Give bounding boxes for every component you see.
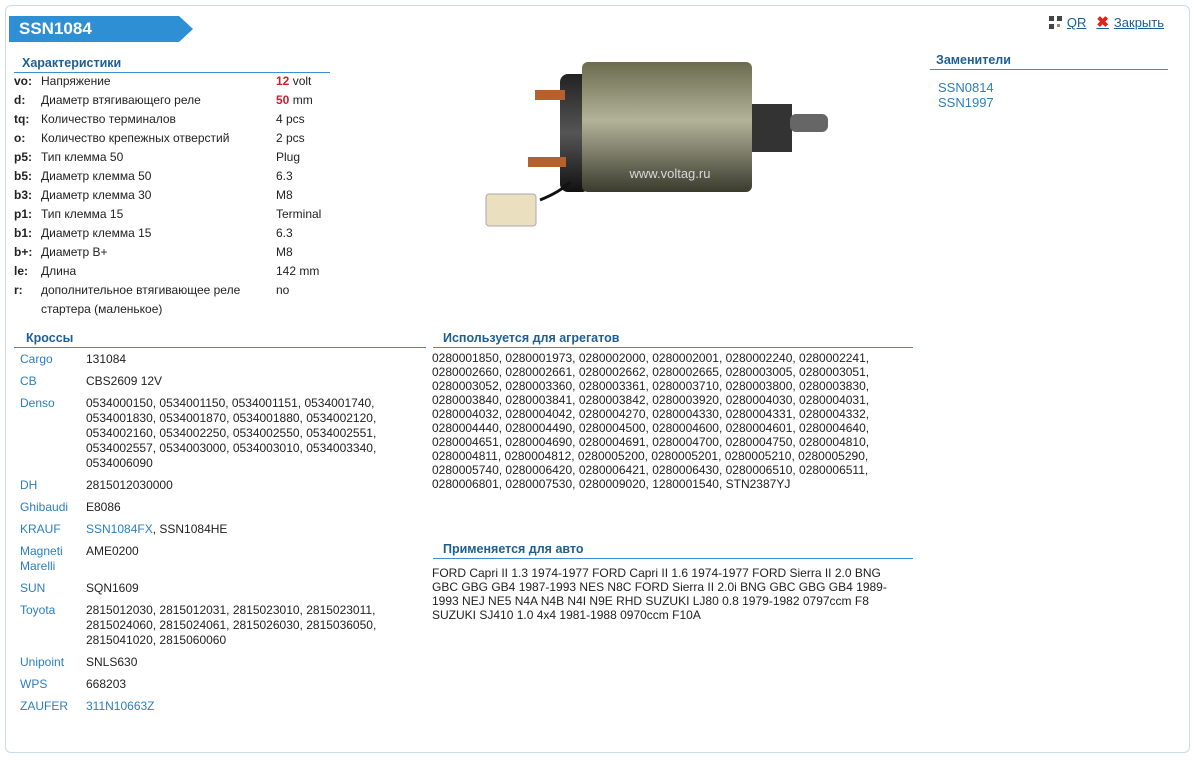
cross-row	[20, 522, 426, 537]
char-key: tq:	[14, 112, 30, 126]
cross-codes-text: SQN1609	[86, 581, 139, 595]
cross-codes-text: , SSN1084HE	[152, 522, 228, 536]
char-row	[14, 110, 346, 129]
cross-row	[20, 544, 426, 574]
cross-codes	[86, 581, 426, 596]
char-key: r:	[14, 283, 23, 297]
cross-codes-text: 668203	[86, 677, 127, 691]
char-value	[276, 91, 346, 110]
char-value	[276, 281, 346, 319]
char-name: дополнительное втягивающее реле стартера (маленькое)	[41, 283, 241, 316]
char-row	[14, 148, 346, 167]
cross-brand[interactable]: Toyota	[20, 603, 56, 617]
char-row	[14, 72, 346, 91]
cross-row-gap	[20, 670, 426, 677]
cross-codes-text: CBS2609 12V	[86, 374, 163, 388]
close-icon: ✖	[1096, 14, 1109, 31]
cross-codes	[86, 396, 426, 471]
cross-row	[20, 603, 426, 648]
char-value-unit: mm	[292, 93, 313, 107]
char-name: Диаметр клемма 30	[41, 188, 152, 202]
toolbar	[1049, 15, 1164, 30]
cars-heading: Применяется для авто	[433, 542, 913, 559]
char-value	[276, 224, 346, 243]
cross-codes	[86, 544, 426, 574]
cross-codes	[86, 655, 426, 670]
cross-codes-text: E8086	[86, 500, 121, 514]
cross-codes-text: 2815012030000	[86, 478, 173, 492]
cross-row	[20, 500, 426, 515]
char-name: Длина	[41, 264, 77, 278]
char-key: d:	[14, 93, 26, 107]
char-value-text: Plug	[276, 150, 301, 164]
cross-row	[20, 699, 426, 714]
cross-brand[interactable]: CB	[20, 374, 37, 388]
substitutes-heading: Заменители	[930, 53, 1168, 70]
char-value	[276, 72, 346, 91]
cross-row	[20, 396, 426, 471]
cross-row-gap	[20, 389, 426, 396]
cross-row-gap	[20, 367, 426, 374]
cross-brand[interactable]: Cargo	[20, 352, 53, 366]
char-row	[14, 224, 346, 243]
char-key: b+:	[14, 245, 33, 259]
characteristics-heading: Характеристики	[14, 56, 330, 73]
cross-codes-text: SNLS630	[86, 655, 138, 669]
char-key: le:	[14, 264, 29, 278]
cross-row-gap	[20, 537, 426, 544]
char-value	[276, 262, 346, 281]
terminal-bottom	[528, 157, 566, 167]
char-value	[276, 167, 346, 186]
char-name: Диаметр клемма 50	[41, 169, 152, 183]
cars-text: FORD Capri II 1.3 1974-1977 FORD Capri II 1.6 1974-1977 FORD Sierra II 2.0 BNG GBC GBG GB4 1987-1993 NES N8C FORD Sierra II 2.0i BNG GBC GBG GB4 1989-1993 NEJ NE5 N4A N4B N4I N9E RHD SUZUKI LJ80 0.8 1979-1982 0797ccm F8 SUZUKI SJ410 1.0 4x4 1981-1988 0970ccm F10A	[432, 566, 887, 622]
char-row	[14, 129, 346, 148]
characteristics-table	[14, 72, 346, 319]
char-value	[276, 186, 346, 205]
char-value	[276, 205, 346, 224]
char-key: o:	[14, 131, 26, 145]
cross-row	[20, 352, 426, 367]
cross-code-link[interactable]: 311N10663Z	[86, 699, 155, 713]
char-value	[276, 243, 346, 262]
product-title: SSN1084	[19, 19, 92, 38]
char-value-text: Terminal	[276, 207, 322, 221]
char-value-text: M8	[276, 245, 293, 259]
char-value-text: 2 pcs	[276, 131, 305, 145]
char-row	[14, 243, 346, 262]
char-row	[14, 167, 346, 186]
cross-row-gap	[20, 515, 426, 522]
char-value-text: 142 mm	[276, 264, 320, 278]
substitute-link[interactable]: SSN0814	[938, 80, 994, 95]
title-tab	[9, 16, 179, 42]
substitutes-list	[938, 80, 994, 110]
cross-brand[interactable]: DH	[20, 478, 38, 492]
cross-brand[interactable]: Unipoint	[20, 655, 65, 669]
plunger	[752, 104, 792, 152]
char-key: p5:	[14, 150, 32, 164]
char-value	[276, 148, 346, 167]
char-value-num: 12	[276, 74, 290, 88]
char-key: b1:	[14, 226, 32, 240]
char-row	[14, 91, 346, 110]
watermark: www.voltag.ru	[629, 166, 711, 181]
char-row	[14, 186, 346, 205]
qr-link[interactable]	[1049, 15, 1087, 30]
plunger-hook	[790, 114, 828, 132]
units-heading: Используется для агрегатов	[433, 331, 913, 348]
char-name: Количество крепежных отверстий	[41, 131, 230, 145]
char-key: b5:	[14, 169, 32, 183]
cross-codes	[86, 699, 426, 714]
qr-label: QR	[1066, 15, 1087, 30]
char-value	[276, 110, 346, 129]
qr-icon	[1049, 16, 1062, 29]
char-key: vo:	[14, 74, 32, 88]
cross-row-gap	[20, 493, 426, 500]
cross-codes	[86, 677, 426, 692]
close-label: Закрыть	[1113, 15, 1164, 30]
cross-row	[20, 677, 426, 692]
char-value-num: 50	[276, 93, 290, 107]
cross-brand[interactable]: Denso	[20, 396, 55, 410]
char-name: Диаметр B+	[41, 245, 108, 259]
substitute-link[interactable]: SSN1997	[938, 95, 994, 110]
cross-row-gap	[20, 471, 426, 478]
cross-codes	[86, 522, 426, 537]
crosses-heading: Кроссы	[14, 331, 426, 348]
cross-row-gap	[20, 574, 426, 581]
char-key: p1:	[14, 207, 32, 221]
char-value-text: 6.3	[276, 226, 293, 240]
cross-row	[20, 581, 426, 596]
cross-codes-text: 0534000150, 0534001150, 0534001151, 0534001740, 0534001830, 0534001870, 0534001880, 0534002120, 0534002160, 0534002250, 0534002550, 0534002551, 0534002557, 0534003000, 0534003010, 0534003340, 0534006090	[86, 396, 377, 470]
cross-row	[20, 478, 426, 493]
cross-row	[20, 655, 426, 670]
cross-codes	[86, 478, 426, 493]
char-row	[14, 262, 346, 281]
terminal-top	[535, 90, 565, 100]
char-name: Напряжение	[41, 74, 111, 88]
cross-codes-text: 131084	[86, 352, 127, 366]
cross-codes-text: 2815012030, 2815012031, 2815023010, 2815023011, 2815024060, 2815024061, 2815026030, 2815036050, 2815041020, 2815060060	[86, 603, 377, 647]
char-key: b3:	[14, 188, 32, 202]
char-value-text: no	[276, 283, 290, 297]
cross-brand[interactable]: WPS	[20, 677, 48, 691]
cross-codes	[86, 352, 426, 367]
cross-codes	[86, 500, 426, 515]
cross-brand[interactable]: Magneti Marelli	[20, 544, 63, 573]
char-row	[14, 281, 346, 319]
cross-row-gap	[20, 692, 426, 699]
connector	[486, 194, 536, 226]
cross-brand[interactable]: SUN	[20, 581, 46, 595]
units-text: 0280001850, 0280001973, 0280002000, 0280002001, 0280002240, 0280002241, 0280002660, 0280002661, 0280002662, 0280002665, 0280003005, 0280003051, 0280003052, 0280003360, 0280003361, 0280003710, 0280003800, 0280003830, 0280003840, 0280003841, 0280003842, 0280003920, 0280004030, 0280004031, 0280004032, 0280004042, 0280004270, 0280004330, 0280004331, 0280004332, 0280004440, 0280004490, 0280004500, 0280004600, 0280004601, 0280004640, 0280004651, 0280004690, 0280004691, 0280004700, 0280004750, 0280004810, 0280004811, 0280004812, 0280005200, 0280005201, 0280005210, 0280005290, 0280005740, 0280006420, 0280006421, 0280006430, 0280006510, 0280006511, 0280006801, 0280007530, 0280009020, 1280001540, STN2387YJ	[432, 351, 870, 491]
char-name: Тип клемма 15	[41, 207, 124, 221]
cross-row	[20, 374, 426, 389]
char-name: Тип клемма 50	[41, 150, 124, 164]
cross-row-gap	[20, 596, 426, 603]
cross-brand[interactable]: ZAUFER	[20, 699, 68, 713]
cross-codes-text: AME0200	[86, 544, 139, 558]
char-value-text: 6.3	[276, 169, 293, 183]
cross-code-link[interactable]: SSN1084FX	[86, 522, 153, 536]
cross-brand[interactable]: KRAUF	[20, 522, 61, 536]
product-photo	[470, 52, 870, 242]
cross-codes	[86, 374, 426, 389]
cross-brand[interactable]: Ghibaudi	[20, 500, 69, 514]
char-row	[14, 205, 346, 224]
char-value-unit: volt	[292, 74, 312, 88]
cross-codes	[86, 603, 426, 648]
char-name: Диаметр клемма 15	[41, 226, 152, 240]
cross-row-gap	[20, 648, 426, 655]
char-name: Количество терминалов	[41, 112, 176, 126]
close-link[interactable]	[1096, 15, 1164, 30]
crosses-table	[20, 352, 426, 714]
char-name: Диаметр втягивающего реле	[41, 93, 201, 107]
char-value-text: M8	[276, 188, 293, 202]
char-value	[276, 129, 346, 148]
char-value-text: 4 pcs	[276, 112, 305, 126]
